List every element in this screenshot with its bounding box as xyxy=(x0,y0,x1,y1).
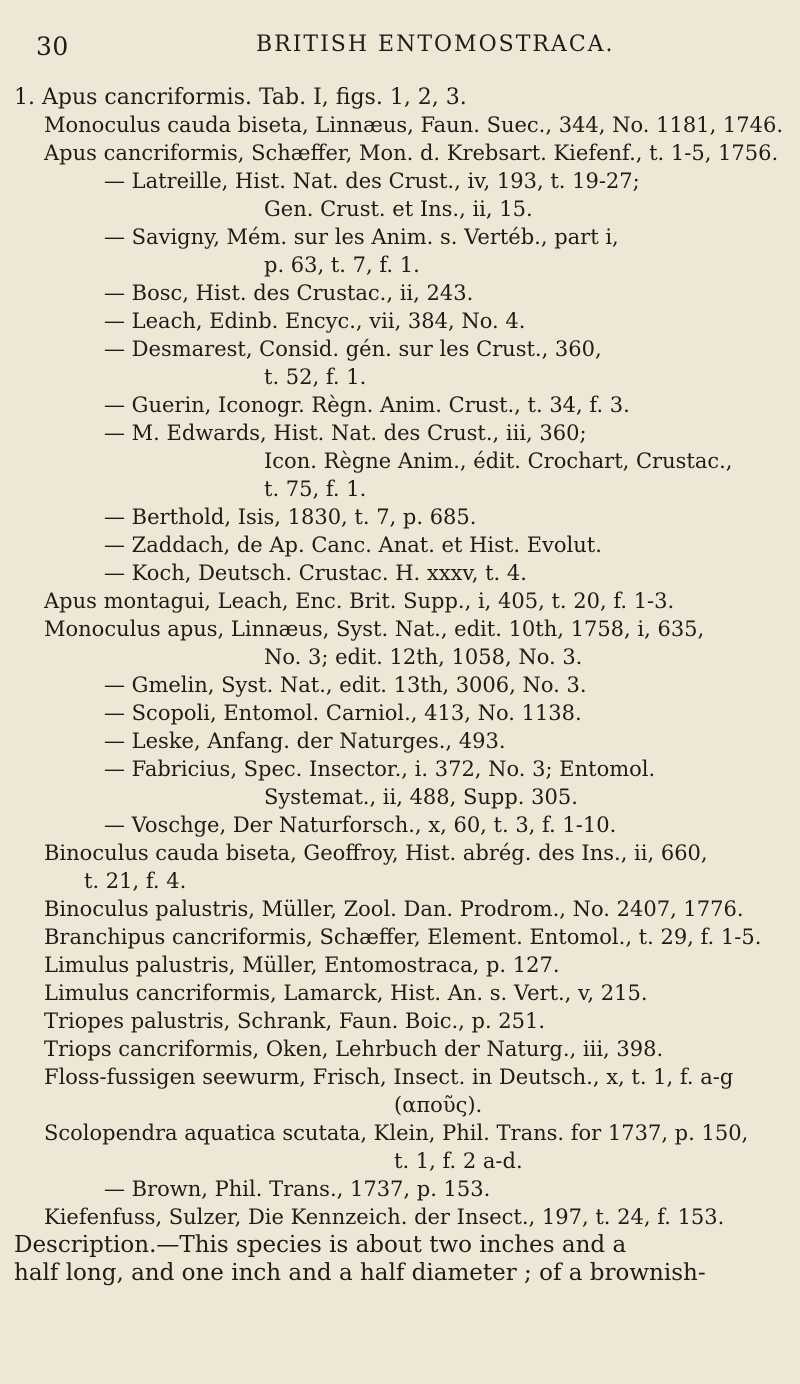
text-line: Triops cancriformis, Oken, Lehrbuch der Naturg., iii, 398. xyxy=(44,1037,664,1061)
text-line: Scolopendra aquatica scutata, Klein, Phil. Trans. for 1737, p. 150, xyxy=(44,1121,749,1145)
text-line: — Latreille, Hist. Nat. des Crust., iv, 193, t. 19-27; xyxy=(104,169,640,193)
text-line: Description.—This species is about two inches and a xyxy=(14,1232,627,1258)
text-line: — Brown, Phil. Trans., 1737, p. 153. xyxy=(104,1177,491,1201)
text-line: — Fabricius, Spec. Insector., i. 372, No. 3; Entomol. xyxy=(104,757,656,781)
text-line: (αποῦς). xyxy=(394,1093,483,1117)
text-line: Apus cancriformis, Schæffer, Mon. d. Krebsart. Kiefenf., t. 1-5, 1756. xyxy=(44,141,779,165)
text-line: Triopes palustris, Schrank, Faun. Boic., p. 251. xyxy=(44,1009,546,1033)
text-line: t. 75, f. 1. xyxy=(264,477,367,501)
page-header xyxy=(36,20,740,60)
text-line: Limulus cancriformis, Lamarck, Hist. An. s. Vert., v, 215. xyxy=(44,981,648,1005)
text-line: Kiefenfuss, Sulzer, Die Kennzeich. der Insect., 197, t. 24, f. 153. xyxy=(44,1205,725,1229)
text-line: — M. Edwards, Hist. Nat. des Crust., iii, 360; xyxy=(104,421,587,445)
text-line: No. 3; edit. 12th, 1058, No. 3. xyxy=(264,645,583,669)
text-line: Systemat., ii, 488, Supp. 305. xyxy=(264,785,578,809)
text-line: t. 1, f. 2 a-d. xyxy=(394,1149,523,1173)
text-line: — Savigny, Mém. sur les Anim. s. Vertéb., part i, xyxy=(104,225,619,249)
text-line: — Voschge, Der Naturforsch., x, 60, t. 3, f. 1-10. xyxy=(104,813,617,837)
text-line: t. 21, f. 4. xyxy=(84,869,187,893)
text-line: Binoculus cauda biseta, Geoffroy, Hist. abrég. des Ins., ii, 660, xyxy=(44,841,708,865)
text-line: Branchipus cancriformis, Schæffer, Element. Entomol., t. 29, f. 1-5. xyxy=(44,925,762,949)
text-line: — Koch, Deutsch. Crustac. H. xxxv, t. 4. xyxy=(104,561,527,585)
page-number: 30 xyxy=(36,32,69,61)
text-line: — Zaddach, de Ap. Canc. Anat. et Hist. Evolut. xyxy=(104,533,602,557)
text-line: Limulus palustris, Müller, Entomostraca, p. 127. xyxy=(44,953,560,977)
text-line: — Leach, Edinb. Encyc., vii, 384, No. 4. xyxy=(104,309,526,333)
text-line: Monoculus apus, Linnæus, Syst. Nat., edit. 10th, 1758, i, 635, xyxy=(44,617,705,641)
text-line: Icon. Règne Anim., édit. Crochart, Crustac., xyxy=(264,449,733,473)
text-line: Monoculus cauda biseta, Linnæus, Faun. Suec., 344, No. 1181, 1746. xyxy=(44,113,784,137)
text-line: — Leske, Anfang. der Naturges., 493. xyxy=(104,729,506,753)
text-line: Gen. Crust. et Ins., ii, 15. xyxy=(264,197,533,221)
text-line: Floss-fussigen seewurm, Frisch, Insect. in Deutsch., x, t. 1, f. a-g xyxy=(44,1065,734,1089)
text-line: — Gmelin, Syst. Nat., edit. 13th, 3006, No. 3. xyxy=(104,673,587,697)
text-line: Apus montagui, Leach, Enc. Brit. Supp., i, 405, t. 20, f. 1-3. xyxy=(44,589,675,613)
text-line: t. 52, f. 1. xyxy=(264,365,367,389)
running-head: BRITISH ENTOMOSTRACA. xyxy=(256,32,615,57)
text-line: — Desmarest, Consid. gén. sur les Crust., 360, xyxy=(104,337,602,361)
text-line: — Scopoli, Entomol. Carniol., 413, No. 1138. xyxy=(104,701,582,725)
text-line: — Bosc, Hist. des Crustac., ii, 243. xyxy=(104,281,474,305)
text-line: — Berthold, Isis, 1830, t. 7, p. 685. xyxy=(104,505,477,529)
text-line: Binoculus palustris, Müller, Zool. Dan. Prodrom., No. 2407, 1776. xyxy=(44,897,744,921)
text-line: — Guerin, Iconogr. Règn. Anim. Crust., t. 34, f. 3. xyxy=(104,393,630,417)
text-line: p. 63, t. 7, f. 1. xyxy=(264,253,420,277)
text-line: half long, and one inch and a half diameter ; of a brownish- xyxy=(14,1260,706,1286)
text-line: 1. Apus cancriformis. Tab. I, figs. 1, 2, 3. xyxy=(14,85,467,110)
